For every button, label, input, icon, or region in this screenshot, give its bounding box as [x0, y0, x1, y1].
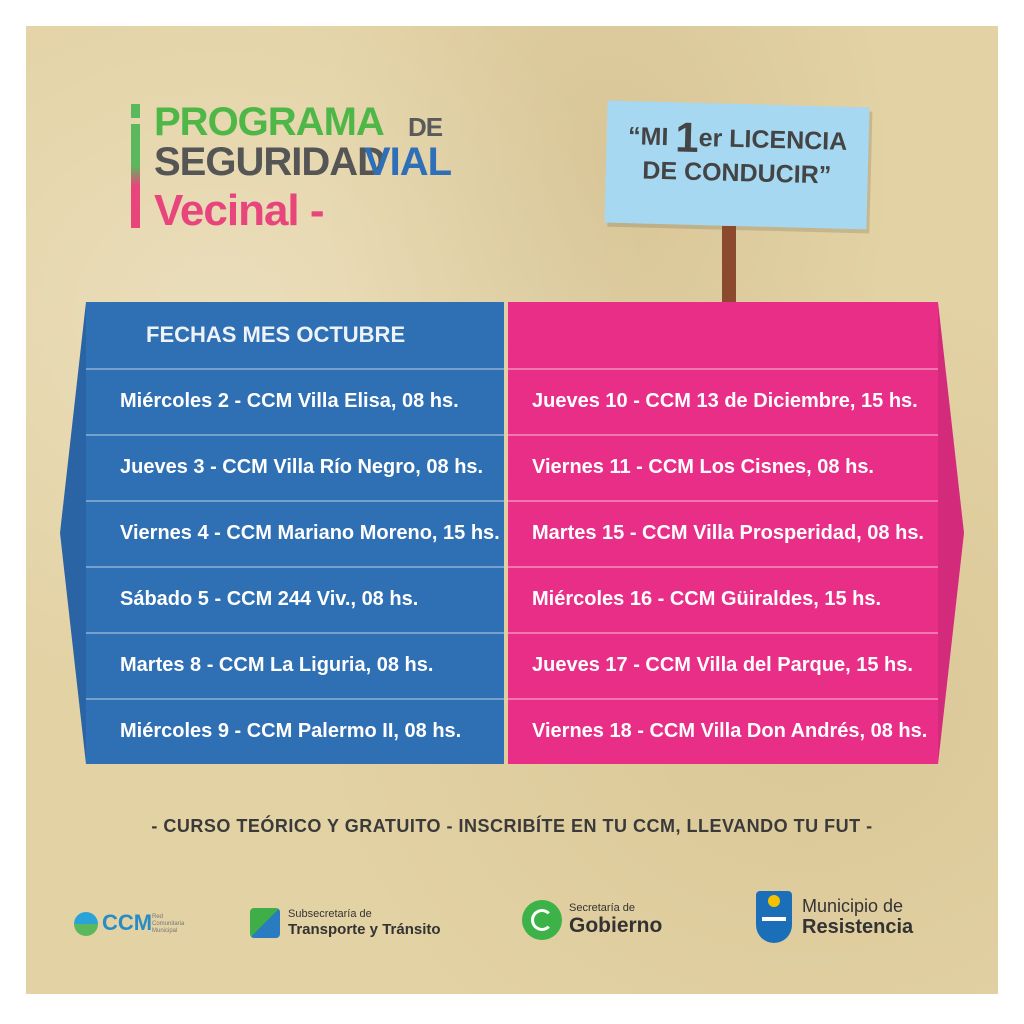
- schedule-row-left: Viernes 4 - CCM Mariano Moreno, 15 hs.: [86, 500, 504, 564]
- license-sign: [604, 101, 869, 230]
- gobierno-logo-main: Gobierno: [569, 914, 663, 937]
- schedule-row-right: Miércoles 16 - CCM Güiraldes, 15 hs.: [508, 566, 938, 630]
- schedule-row-right: Jueves 10 - CCM 13 de Diciembre, 15 hs.: [508, 368, 938, 432]
- schedule-row-left: Martes 8 - CCM La Liguria, 08 hs.: [86, 632, 504, 696]
- sign-part1: “MI: [627, 122, 676, 152]
- schedule-row-left: Jueves 3 - CCM Villa Río Negro, 08 hs.: [86, 434, 504, 498]
- title-de: DE: [408, 112, 443, 142]
- ccm-logo-text: CCM: [102, 910, 153, 935]
- sign-number: 1: [674, 113, 700, 161]
- title-vial: VIAL: [364, 140, 452, 184]
- municipio-logo-main: Resistencia: [802, 916, 914, 938]
- schedule-row-right: Viernes 18 - CCM Villa Don Andrés, 08 hs.: [508, 698, 938, 762]
- schedule-row-right: Martes 15 - CCM Villa Prosperidad, 08 hs.: [508, 500, 938, 564]
- gobierno-logo-icon: [522, 900, 562, 940]
- title-programa: PROGRAMA: [154, 100, 384, 144]
- transporte-logo-sub: Subsecretaría de: [288, 908, 372, 920]
- municipio-logo-sub: Municipio de: [802, 896, 904, 916]
- title-seguridad: SEGURIDAD: [154, 140, 386, 184]
- schedule-row-right: Jueves 17 - CCM Villa del Parque, 15 hs.: [508, 632, 938, 696]
- sign-line2: DE CONDUCIR”: [642, 156, 832, 190]
- ccm-logo-icon: [74, 912, 98, 936]
- sign-pole: [722, 226, 736, 302]
- transporte-logo-icon: [250, 908, 280, 938]
- footer-note: - CURSO TEÓRICO Y GRATUITO - INSCRIBÍTE EN TU CCM, LLEVANDO TU FUT -: [151, 816, 873, 836]
- exclamation-mark-icon: [131, 104, 140, 228]
- municipio-shield-icon: [756, 891, 792, 943]
- ccm-logo-subtext: Red Comunitaria Municipal: [152, 914, 185, 934]
- schedule-header: FECHAS MES OCTUBRE: [146, 322, 406, 347]
- transporte-logo-main: Transporte y Tránsito: [288, 921, 441, 938]
- gobierno-logo-sub: Secretaría de: [569, 902, 636, 914]
- schedule-row-left: Miércoles 9 - CCM Palermo II, 08 hs.: [86, 698, 504, 762]
- schedule-row-left: Sábado 5 - CCM 244 Viv., 08 hs.: [86, 566, 504, 630]
- sign-text: [605, 113, 869, 194]
- title-vecinal: Vecinal -: [154, 186, 324, 235]
- schedule-row-right: Viernes 11 - CCM Los Cisnes, 08 hs.: [508, 434, 938, 498]
- schedule-row-left: Miércoles 2 - CCM Villa Elisa, 08 hs.: [86, 368, 504, 432]
- sign-part2: er LICENCIA: [698, 123, 848, 156]
